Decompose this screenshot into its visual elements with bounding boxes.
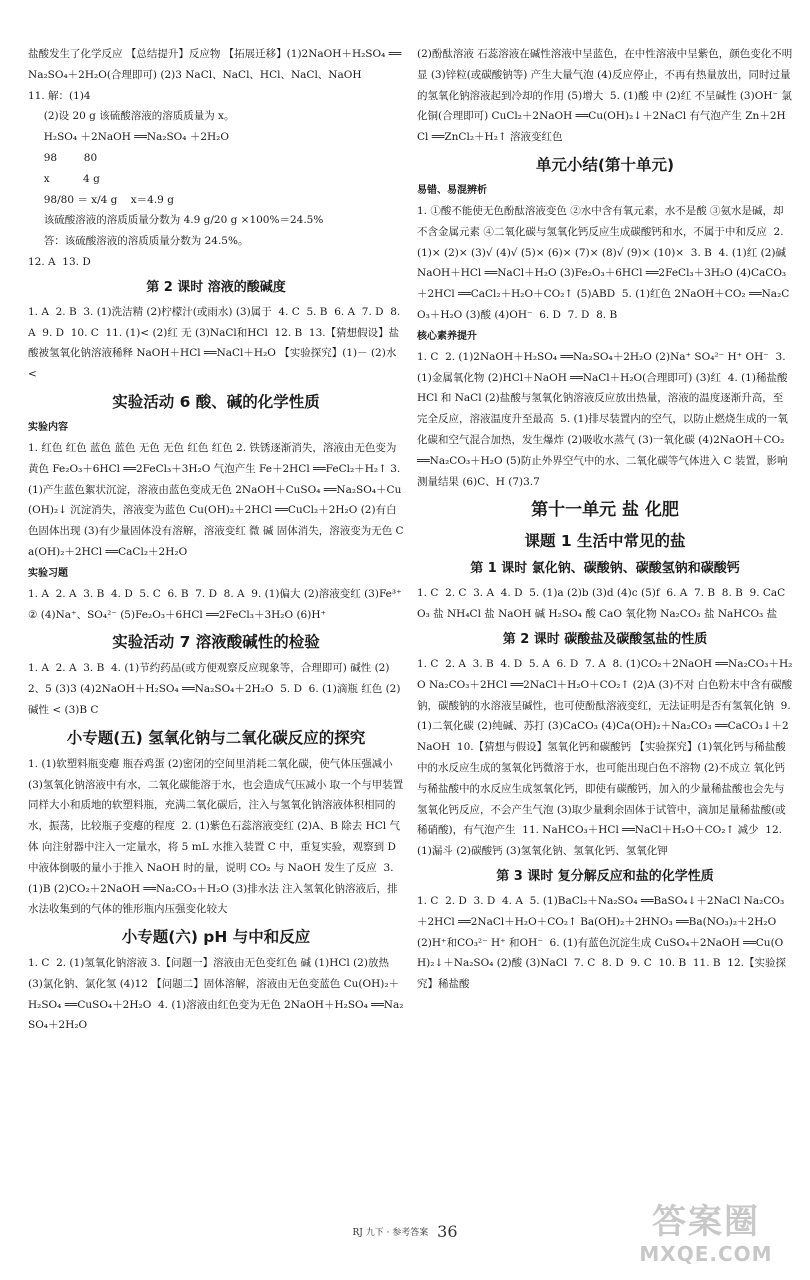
answer-paragraph: 1. C 2. C 3. A 4. D 5. (1)a (2)b (3)d (4)c (5)f 6. A 7. B 8. B 9. CaCO₃ 盐 NH₄Cl 盐 NaOH 碱 H₂SO₄ 酸 CaO 氧化物 Na₂CO₃ 盐 NaHCO₃ 盐: [417, 587, 786, 621]
answer-paragraph: 98 80: [43, 151, 98, 164]
footer-label: RJ 九下 · 参考答案: [352, 1228, 429, 1238]
section-heading: 第十一单元 盐 化肥: [531, 500, 679, 521]
subsection-label: 实验习题: [28, 567, 68, 579]
answer-paragraph: 该硫酸溶液的溶质质量分数为 4.9 g/20 g ×100%＝24.5%: [43, 214, 324, 227]
section-heading: 第 2 课时 碳酸盐及碳酸氢盐的性质: [502, 631, 708, 647]
section-heading: 实验活动 7 溶液酸碱性的检验: [112, 633, 320, 652]
answer-paragraph: 1. A 2. A 3. B 4. D 5. C 6. B 7. D 8. A 9. (1)偏大 (2)溶液变红 (3)Fe³⁺ ② (4)Na⁺、SO₄²⁻ (5)Fe₂O₃＋6HCl ══2FeCl₃＋3H₂O (6)H⁺: [28, 587, 405, 621]
answer-paragraph: 1. C 2. (1)2NaOH＋H₂SO₄ ══Na₂SO₄＋2H₂O (2)Na⁺ SO₄²⁻ H⁺ OH⁻ 3. (1)金属氧化物 (2)HCl＋NaOH ══NaCl＋H₂O(合理即可) (3)红 4. (1)稀盐酸 HCl 和 NaCl (2)盐酸与氢氧化钠溶液反应放出热量，溶液的温度逐渐升高，至完全反应，溶液温度升至最高 5. (1)排尽装置内的空气，以防止燃烧生成的一氧化碳和空气混合加热，发生爆炸 (2)吸收水蒸气 (3)一氧化碳 (4)2NaOH＋CO₂ ══Na₂CO₃＋H₂O (5)防止外界空气中的水、二氧化碳等气体进入 C 装置，影响测量结果 (6)C、H (7)3.7: [417, 350, 791, 488]
page-number: 36: [437, 1222, 458, 1241]
answer-paragraph: 11. 解：(1)4: [28, 89, 91, 102]
answer-paragraph: (2)设 20 g 该硫酸溶液的溶质质量为 x。: [43, 110, 235, 123]
answer-paragraph: 1. C 2. A 3. B 4. D 5. A 6. D 7. A 8. (1)CO₂＋2NaOH ══Na₂CO₃＋H₂O Na₂CO₃＋2HCl ══2NaCl＋H₂O＋CO₂↑ (2)A (3)不对 白色粉末中含有碳酸钠，碳酸钠的水溶液呈碱性，也可使酚酞溶液变红，无法证明是否有氢氧化钠 9. (1)二氧化碳 (2)纯碱、苏打 (3)CaCO₃ (4)Ca(OH)₂＋Na₂CO₃ ══CaCO₃↓＋2NaOH 10.【猜想与假设】氢氧化钙和碳酸钙 【实验探究】(1)氧化钙与稀盐酸中的水反应生成的氢氧化钙微溶于水，也可能出现白色不溶物 (2)不成立 氧化钙与稀盐酸中的水反应生成氢氧化钙，即使有碳酸钙，加入的少量稀盐酸也会先与氢氧化钙反应，不会产生气泡 (3)取少量剩余固体于试管中，滴加足量稀盐酸(或稀硝酸)，有气泡产生 11. NaHCO₃＋HCl ══NaCl＋H₂O＋CO₂↑ 减少 12. (1)漏斗 (2)碳酸钙 (3)氢氧化钠、氢氧化钙、氢氧化钾: [417, 657, 795, 858]
section-heading: 小专题(六) pH 与中和反应: [121, 928, 311, 947]
watermark-top: 答案圈: [652, 1202, 760, 1242]
answer-paragraph: 1. ①酸不能使无色酚酞溶液变色 ②水中含有氧元素，水不是酸 ③氨水是碱，却不含金属元素 ④二氧化碳与氢氧化钙反应生成碳酸钙和水，不属于中和反应 2. (1)× (2)× (3)√ (4)√ (5)× (6)× (7)× (8)√ (9)× (10)× 3. B 4. (1)红 (2)碱 NaOH＋HCl ══NaCl＋H₂O (3)Fe₂O₃＋6HCl ══2FeCl₃＋3H₂O (4)CaCO₃＋2HCl ══CaCl₂＋H₂O＋CO₂↑ (5)ABD 5. (1)红色 2NaOH＋CO₂ ══Na₂CO₃＋H₂O (3)酸 (4)OH⁻ 6. D 7. D 8. B: [417, 204, 790, 321]
subsection-label: 实验内容: [28, 421, 68, 433]
answer-paragraph: 1. 红色 红色 蓝色 蓝色 无色 无色 红色 红色 2. 铁锈逐渐消失，溶液由无色变为黄色 Fe₂O₃＋6HCl ══2FeCl₃＋3H₂O 气泡产生 Fe＋2HCl ══FeCl₂＋H₂↑ 3. (1)产生蓝色絮状沉淀，溶液由蓝色变成无色 2NaOH＋CuSO₄ ══Na₂SO₄＋Cu(OH)₂↓ 沉淀消失，溶液变为蓝色 Cu(OH)₂＋2HCl ══CuCl₂＋2H₂O (2)有白色固体出现 (3)有少量固体没有溶解，溶液变红 微 碱 固体消失，溶液变为无色 Ca(OH)₂＋2HCl ══CaCl₂＋2H₂O: [28, 441, 404, 558]
section-heading: 课题 1 生活中常见的盐: [524, 532, 686, 551]
section-heading: 小专题(五) 氢氧化钠与二氧化碳反应的探究: [66, 728, 366, 747]
section-heading: 第 2 课时 溶液的酸碱度: [146, 279, 286, 295]
section-heading: 实验活动 6 酸、碱的化学性质: [112, 392, 320, 411]
answer-paragraph: 1. C 2. (1)氢氧化钠溶液 3.【问题一】溶液由无色变红色 碱 (1)HCl (2)放热 (3)氯化钠、氯化氢 (4)12 【问题二】固体溶解，溶液由无色变蓝色 Cu(OH)₂＋H₂SO₄ ══CuSO₄＋2H₂O 4. (1)溶液由红色变为无色 2NaOH＋H₂SO₄ ══Na₂SO₄＋2H₂O: [28, 957, 404, 1032]
section-heading: 单元小结(第十单元): [535, 155, 675, 174]
subsection-label: 核心素养提升: [417, 330, 477, 342]
answer-paragraph: H₂SO₄ ＋2NaOH ══Na₂SO₄ ＋2H₂O: [43, 131, 229, 144]
answer-paragraph: 盐酸发生了化学反应 【总结提升】反应物 【拓展迁移】(1)2NaOH＋H₂SO₄ ══Na₂SO₄＋2H₂O(合理即可) (2)3 NaCl、NaCl、HCl、NaCl、NaOH: [28, 48, 402, 81]
section-heading: 第 3 课时 复分解反应和盐的化学性质: [496, 868, 714, 884]
answer-paragraph: 98/80 ＝ x/4 g x＝4.9 g: [43, 193, 174, 206]
left-column: [28, 44, 404, 1036]
answer-paragraph: (2)酚酞溶液 石蕊溶液在碱性溶液中呈蓝色，在中性溶液中呈紫色，颜色变化不明显 (3)锌粒(或碳酸钠等) 产生大量气泡 (4)反应停止，不再有热量放出，同时过量的氢氧化钠溶液起到冷却的作用 (5)增大 5. (1)酸 中 (2)红 不呈碱性 (3)OH⁻ 氯化铜(合理即可) CuCl₂＋2NaOH ══Cu(OH)₂↓＋2NaCl 有气泡产生 Zn＋2HCl ══ZnCl₂＋H₂↑ 溶液变红色: [417, 48, 793, 144]
answer-paragraph: 1. C 2. D 3. D 4. A 5. (1)BaCl₂＋Na₂SO₄ ══BaSO₄↓＋2NaCl Na₂CO₃＋2HCl ══2NaCl＋H₂O＋CO₂↑ Ba(OH)₂＋2HNO₃ ══Ba(NO₃)₂＋2H₂O (2)H⁺和CO₃²⁻ H⁺ 和OH⁻ 6. (1)有蓝色沉淀生成 CuSO₄＋2NaOH ══Cu(OH)₂↓＋Na₂SO₄ (2)酸 (3)NaCl 7. C 8. D 9. C 10. B 11. B 12.【实验探究】稀盐酸: [417, 894, 786, 991]
answer-paragraph: 1. (1)软塑料瓶变瘪 瓶吞鸡蛋 (2)密闭的空间里消耗二氧化碳，使气体压强减小 (3)氢氧化钠溶液中有水，二氧化碳能溶于水，也会造成气压减小 取一个与甲装置同样大小和质地的软塑料瓶，充满二氧化碳后，注入与氢氧化钠溶液体积相同的水，振荡，比较瓶子变瘪的程度 2. (1)紫色石蕊溶液变红 (2)A、B 除去 HCl 气体 向注射器中注入一定量水，将 5 mL 水推入装置 C 中，重复实验，观察到 D 中液体倒吸的量小于推入 NaOH 时的量，说明 CO₂ 与 NaOH 发生了反应 3. (1)B (2)CO₂＋2NaOH ══Na₂CO₃＋H₂O (3)排水法 注入氢氧化钠溶液后，排水法收集到的气体的锥形瓶内压强变化较大: [28, 757, 404, 916]
answer-paragraph: x 4 g: [43, 172, 100, 185]
subsection-label: 易错、易混辨析: [417, 184, 487, 196]
answer-paragraph: 答：该硫酸溶液的溶质质量分数为 24.5%。: [43, 235, 249, 248]
watermark-logo: [626, 1202, 786, 1272]
section-heading: 第 1 课时 氯化钠、碳酸钠、碳酸氢钠和碳酸钙: [470, 561, 740, 577]
right-column: [417, 44, 793, 995]
answer-paragraph: 1. A 2. A 3. B 4. (1)节约药品(或方便观察反应现象等，合理即可) 碱性 (2)2、5 (3)3 (4)2NaOH＋H₂SO₄ ══Na₂SO₄＋2H₂O 5. D 6. (1)滴瓶 红色 (2)碱性 < (3)B C: [28, 662, 401, 716]
answer-paragraph: 1. A 2. B 3. (1)洗洁精 (2)柠檬汁(或雨水) (3)属于 4. C 5. B 6. A 7. D 8. A 9. D 10. C 11. (1)< (2)红 无 (3)NaCl和HCl 12. B 13.【猜想假设】盐酸被氢氧化钠溶液稀释 NaOH＋HCl ══NaCl＋H₂O 【实验探究】(1)－ (2)水 <: [28, 305, 404, 381]
answer-paragraph: 12. A 13. D: [28, 255, 91, 268]
watermark-bottom: MXQE.COM: [639, 1242, 773, 1266]
